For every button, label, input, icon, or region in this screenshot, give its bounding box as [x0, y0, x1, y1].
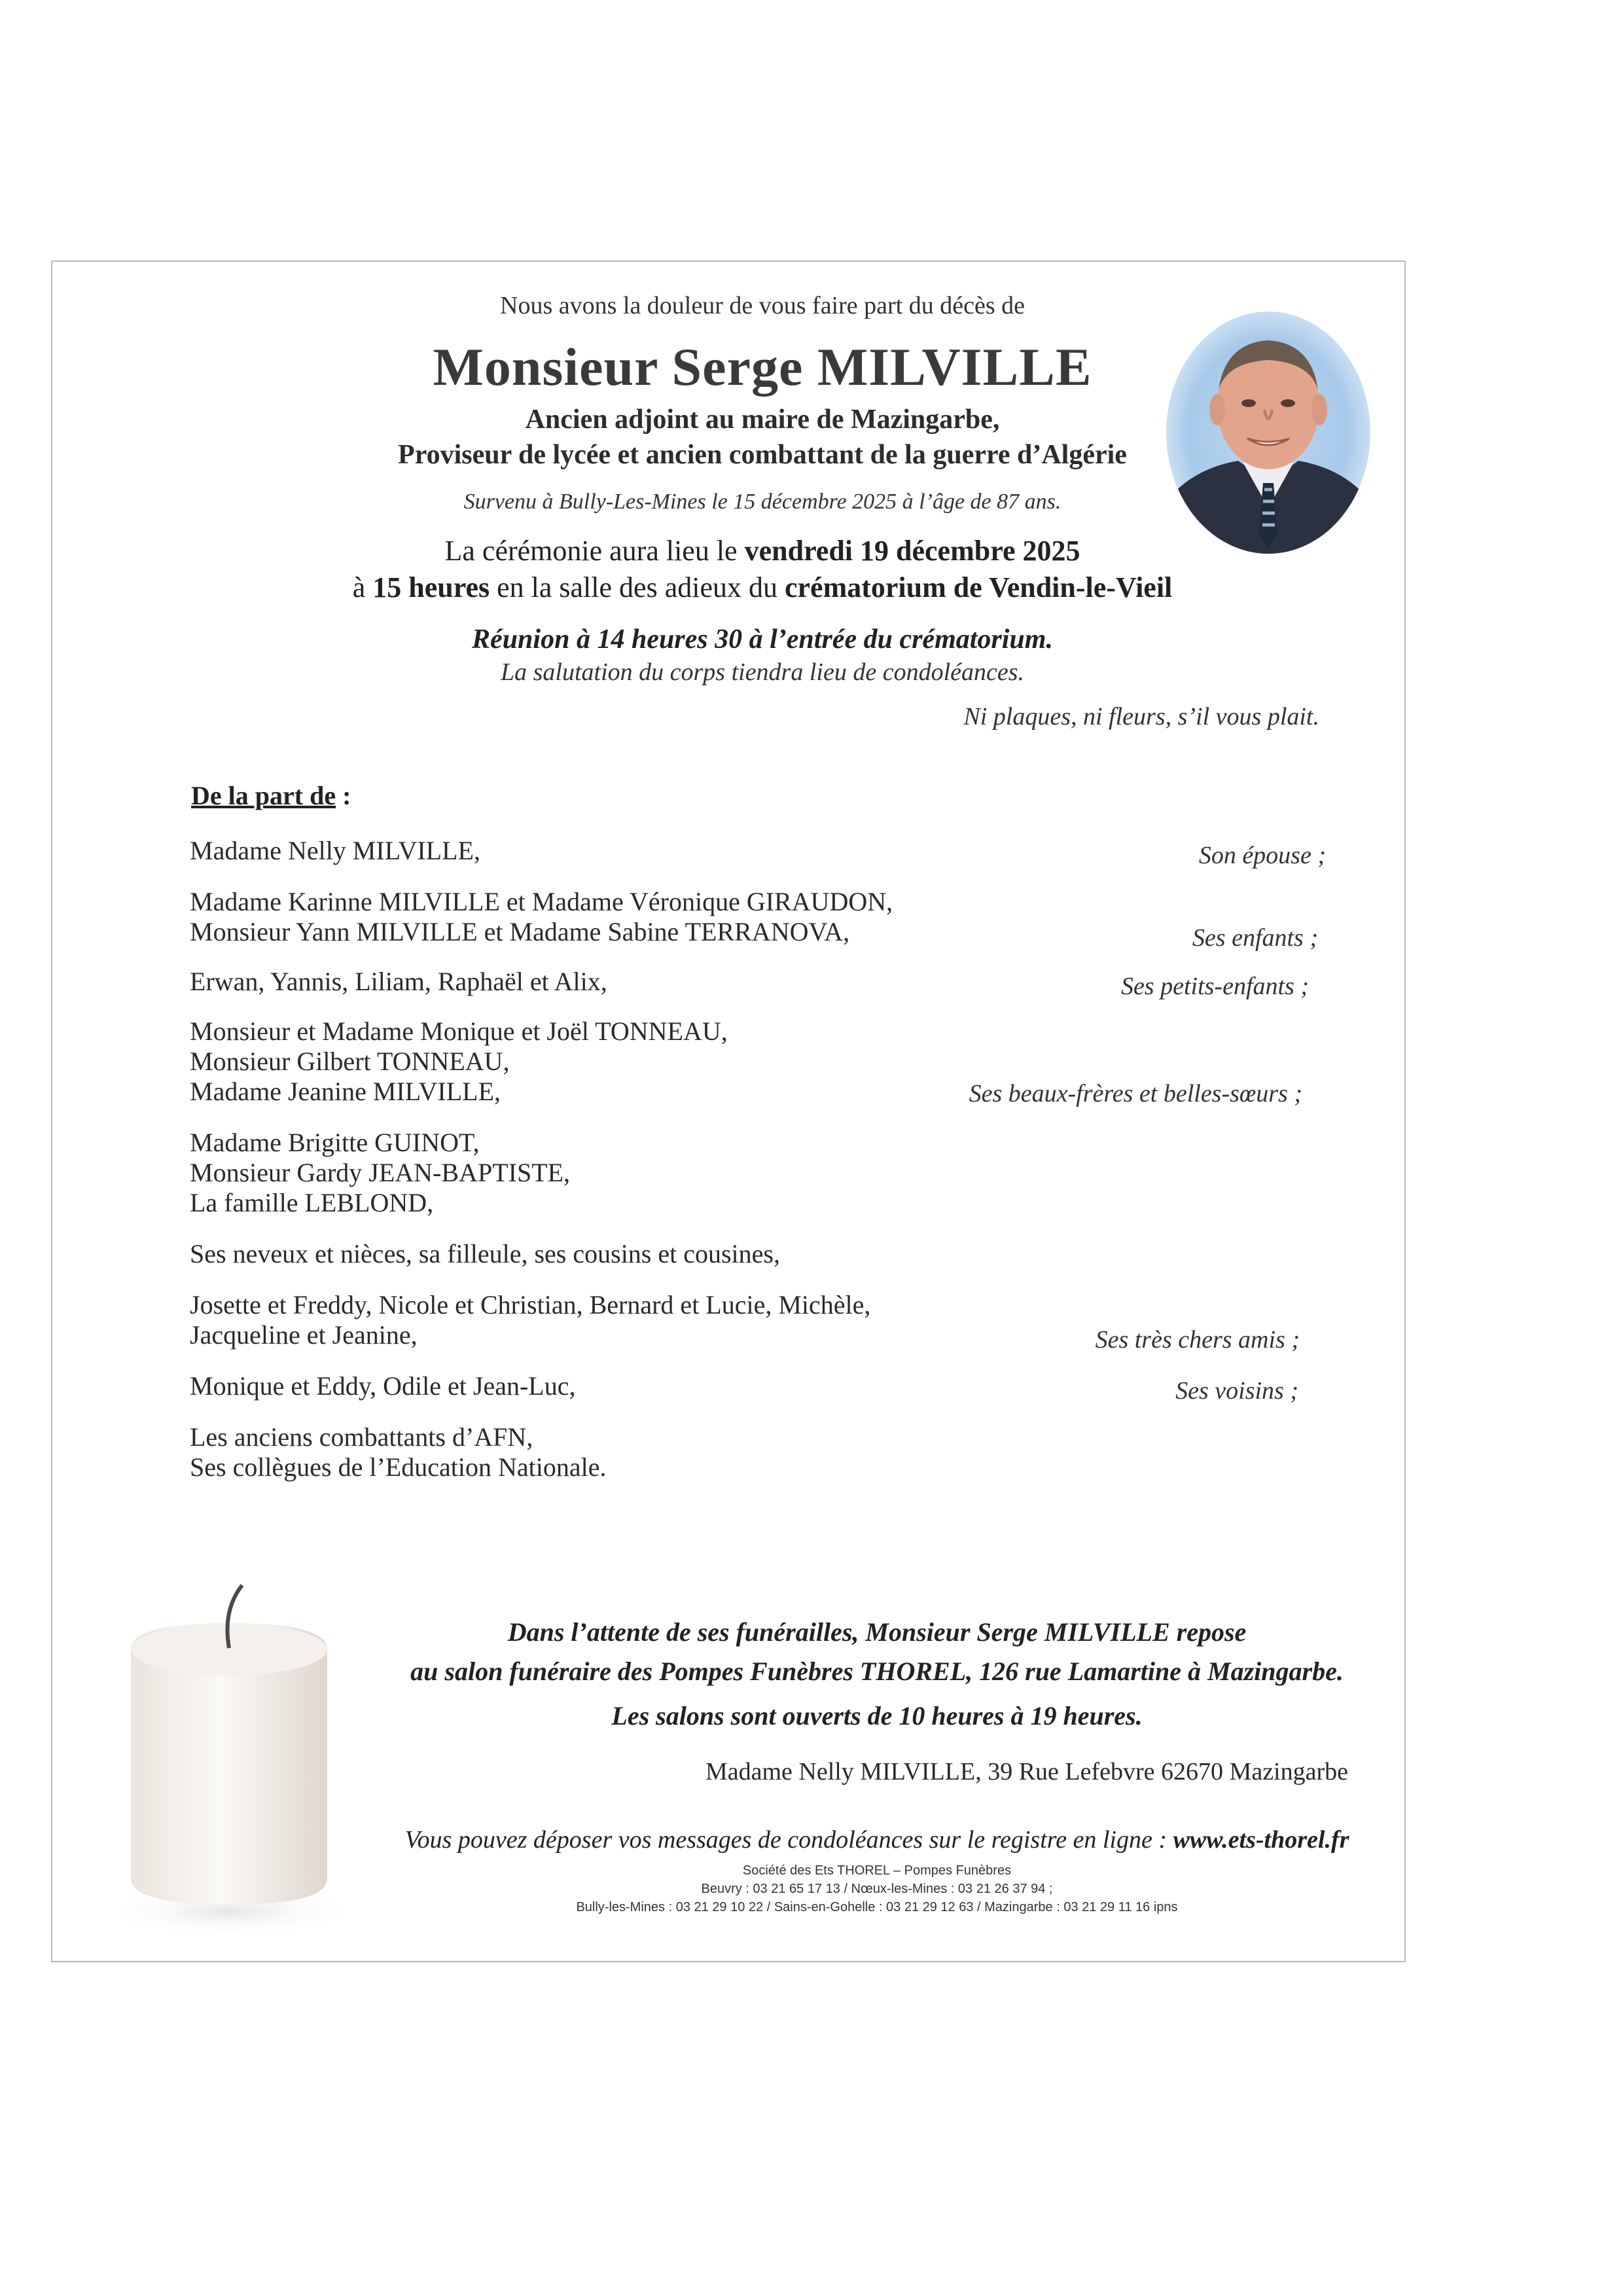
death-date-line: Survenu à Bully-Les-Mines le 15 décembre 2025 à l’âge de 87 ans.: [463, 490, 1061, 514]
family-relation: Ses petits-enfants ;: [1120, 973, 1309, 1000]
online-register-text: Vous pouvez déposer vos messages de condoléances sur le registre en ligne :: [404, 1826, 1173, 1854]
family-line: La famille LEBLOND,: [190, 1188, 434, 1217]
funeral-line-1: Dans l’attente de ses funérailles, Monsieur Serge MILVILLE repose: [507, 1617, 1247, 1647]
family-relation: Son épouse ;: [1198, 842, 1326, 869]
family-line: Les anciens combattants d’AFN,: [190, 1422, 533, 1452]
company-name: Société des Ets THOREL – Pompes Funèbres: [742, 1863, 1012, 1878]
family-line: Monsieur et Madame Monique et Joël TONNEAU,: [190, 1016, 728, 1046]
family-line: Monique et Eddy, Odile et Jean-Luc,: [190, 1371, 576, 1401]
no-flowers-line: Ni plaques, ni fleurs, s’il vous plait.: [963, 703, 1319, 730]
portrait-illustration: [1166, 312, 1370, 554]
intro-text: Nous avons la douleur de vous faire part du décès de: [500, 292, 1025, 319]
family-line: Josette et Freddy, Nicole et Christian, Bernard et Lucie, Michèle,: [190, 1290, 871, 1319]
funeral-line-3: Les salons sont ouverts de 10 heures à 19 heures.: [611, 1701, 1143, 1731]
family-line: Ses neveux et nièces, sa filleule, ses cousins et cousines,: [190, 1239, 780, 1268]
family-address: Madame Nelly MILVILLE, 39 Rue Lefebvre 62670 Mazingarbe: [705, 1758, 1348, 1785]
family-heading-label: De la part de: [191, 781, 336, 810]
funeral-line-2: au salon funéraire des Pompes Funèbres THOREL, 126 rue Lamartine à Mazingarbe.: [410, 1657, 1344, 1686]
family-relation: Ses beaux-frères et belles-sœurs ;: [969, 1080, 1302, 1107]
family-line: Jacqueline et Jeanine,: [190, 1320, 418, 1350]
family-line: Ses collègues de l’Education Nationale.: [190, 1452, 607, 1482]
ceremony-line-2: [196, 573, 1329, 602]
ceremony-place: crématorium de Vendin-le-Vieil: [784, 571, 1173, 603]
family-line: Madame Karinne MILVILLE et Madame Véronique GIRAUDON,: [190, 887, 893, 916]
family-relation: Ses très chers amis ;: [1095, 1326, 1300, 1354]
online-register-line: [308, 1827, 1446, 1852]
family-line: Madame Jeanine MILVILLE,: [190, 1077, 501, 1106]
reunion-line: Réunion à 14 heures 30 à l’entrée du crématorium.: [472, 624, 1053, 655]
family-heading-colon: :: [336, 781, 351, 810]
family-relation: Ses enfants ;: [1192, 924, 1318, 952]
family-line: Madame Nelly MILVILLE,: [190, 836, 480, 865]
company-phones-1: Beuvry : 03 21 65 17 13 / Nœux-les-Mines : 03 21 26 37 94 ;: [701, 1882, 1053, 1896]
family-line: Erwan, Yannis, Liliam, Raphaël et Alix,: [190, 967, 607, 996]
ceremony-text: en la salle des adieux du: [490, 571, 785, 603]
title-line-1: Ancien adjoint au maire de Mazingarbe,: [525, 404, 1000, 435]
family-line: Monsieur Yann MILVILLE et Madame Sabine TERRANOVA,: [190, 917, 850, 946]
family-line: Monsieur Gardy JEAN-BAPTISTE,: [190, 1158, 571, 1187]
family-line: Monsieur Gilbert TONNEAU,: [190, 1047, 510, 1076]
website-link[interactable]: www.ets-thorel.fr: [1173, 1826, 1349, 1854]
ceremony-time: 15 heures: [372, 571, 490, 603]
ceremony-text: à: [352, 571, 373, 603]
ceremony-line-1: [236, 537, 1289, 565]
title-line-2: Proviseur de lycée et ancien combattant de la guerre d’Algérie: [398, 440, 1127, 470]
candle-illustration: [118, 1571, 340, 1937]
company-phones-2: Bully-les-Mines : 03 21 29 10 22 / Sains-en-Gohelle : 03 21 29 12 63 / Mazingarbe : 03 21 29 11 16 ipns: [576, 1900, 1178, 1914]
ceremony-text: La cérémonie aura lieu le: [444, 535, 745, 567]
portrait-photo: [1166, 312, 1370, 554]
family-relation: Ses voisins ;: [1175, 1377, 1298, 1405]
deceased-name: Monsieur Serge MILVILLE: [433, 337, 1092, 397]
family-heading: [191, 783, 351, 809]
salutation-line: La salutation du corps tiendra lieu de condoléances.: [500, 658, 1025, 686]
family-line: Madame Brigitte GUINOT,: [190, 1128, 480, 1157]
ceremony-date: vendredi 19 décembre 2025: [744, 535, 1080, 567]
